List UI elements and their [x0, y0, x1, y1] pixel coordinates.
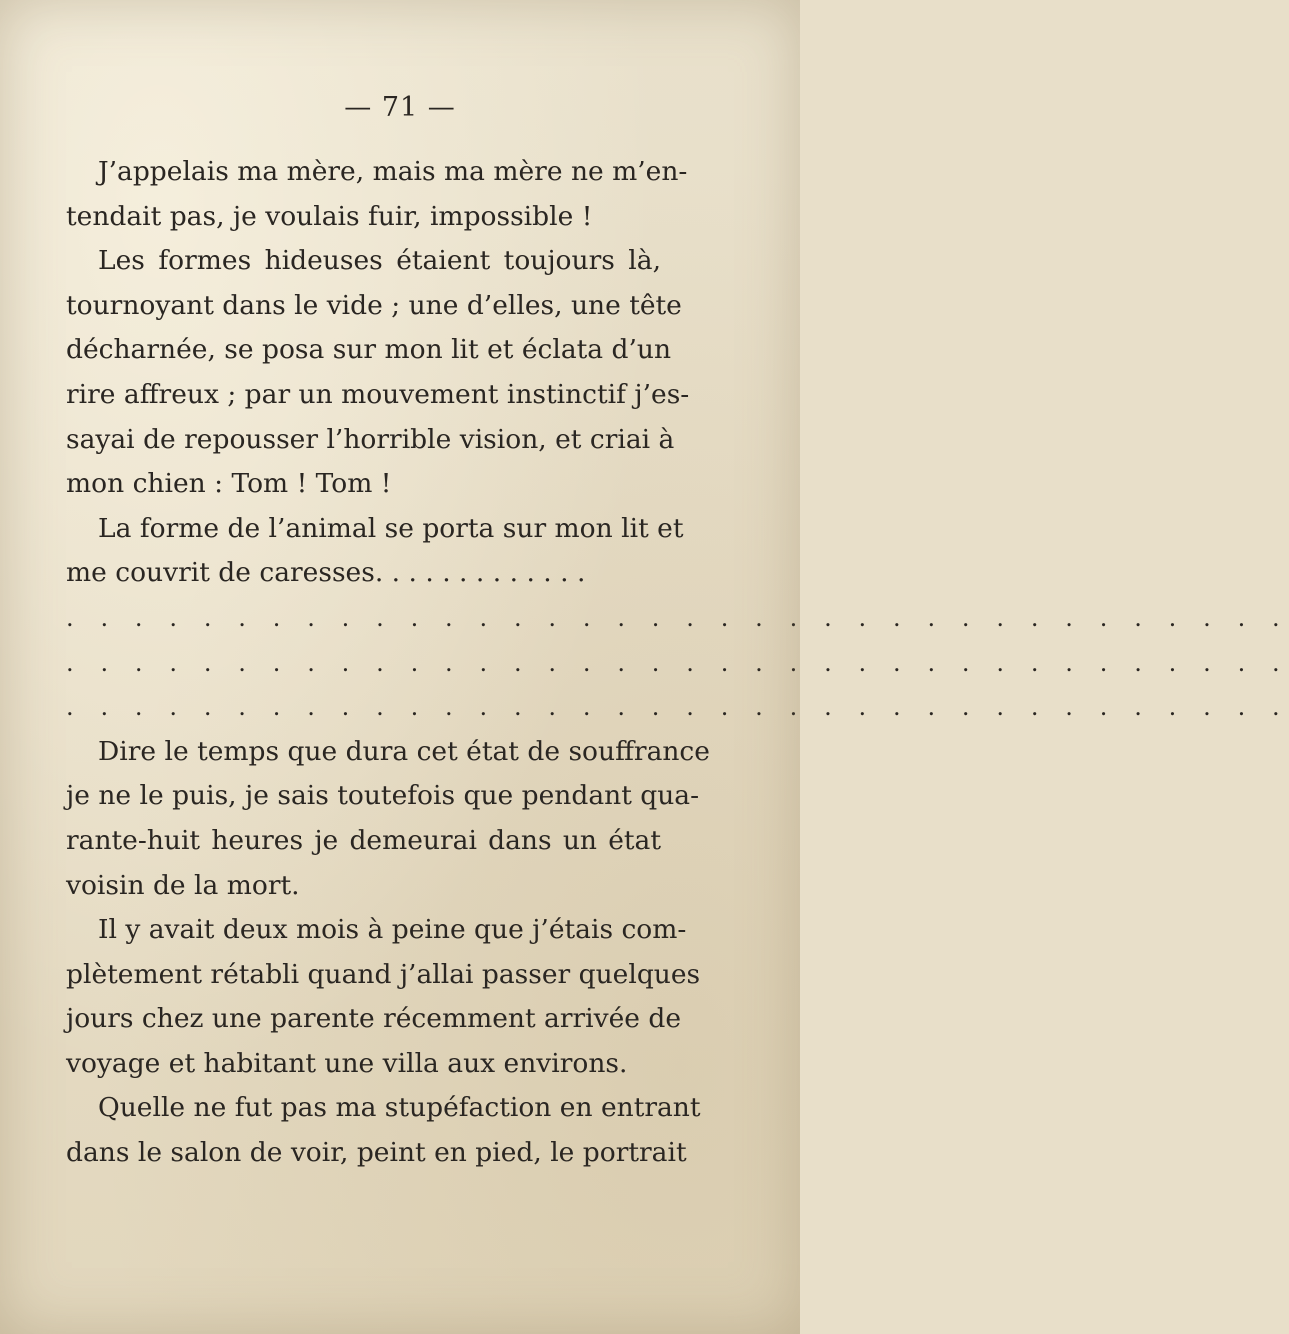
text-line: je ne le puis, je sais toutefois que pendant qua-	[66, 780, 700, 812]
text-line: voyage et habitant une villa aux environs.	[66, 1047, 628, 1079]
text-line: décharnée, se posa sur mon lit et éclata d’un	[66, 334, 672, 366]
text-line: voisin de la mort.	[66, 869, 300, 901]
text-line: Quelle ne fut pas ma stupéfaction en entrant	[98, 1092, 701, 1124]
text-line: tournoyant dans le vide ; une d’elles, une tête	[66, 289, 682, 321]
text-line: tendait pas, je voulais fuir, impossible !	[66, 200, 593, 232]
text-line: dans le salon de voir, peint en pied, le portrait	[66, 1137, 687, 1169]
body-text	[66, 150, 1289, 1176]
text-line: Il y avait deux mois à peine que j’étais com-	[98, 914, 687, 946]
ellipsis-line: . . . . . . . . . . . . . . . . . . . . . . . . . . . . . . . . . . . .	[66, 693, 1289, 722]
text-line: Les formes hideuses étaient toujours là,	[98, 245, 661, 277]
text-line: rante-huit heures je demeurai dans un état	[66, 824, 661, 856]
text-line: me couvrit de caresses. . . . . . . . . . . . .	[66, 557, 586, 589]
text-line: La forme de l’animal se porta sur mon lit et	[98, 512, 684, 544]
text-line: J’appelais ma mère, mais ma mère ne m’en-	[98, 156, 688, 187]
ellipsis-line: . . . . . . . . . . . . . . . . . . . . . . . . . . . . . . . . . . . .	[66, 648, 1289, 677]
text-line: rire affreux ; par un mouvement instinctif j’es-	[66, 378, 690, 410]
text-line: plètement rétabli quand j’allai passer quelques	[66, 958, 701, 990]
text-line: Dire le temps que dura cet état de souffrance	[98, 735, 710, 767]
text-line: jours chez une parente récemment arrivée de	[66, 1003, 682, 1035]
text-line: sayai de repousser l’horrible vision, et criai à	[66, 423, 675, 455]
text-line: mon chien : Tom ! Tom !	[66, 468, 392, 500]
page-number: — 71 —	[344, 92, 456, 123]
ellipsis-line: . . . . . . . . . . . . . . . . . . . . . . . . . . . . . . . . . . . .	[66, 603, 1289, 632]
